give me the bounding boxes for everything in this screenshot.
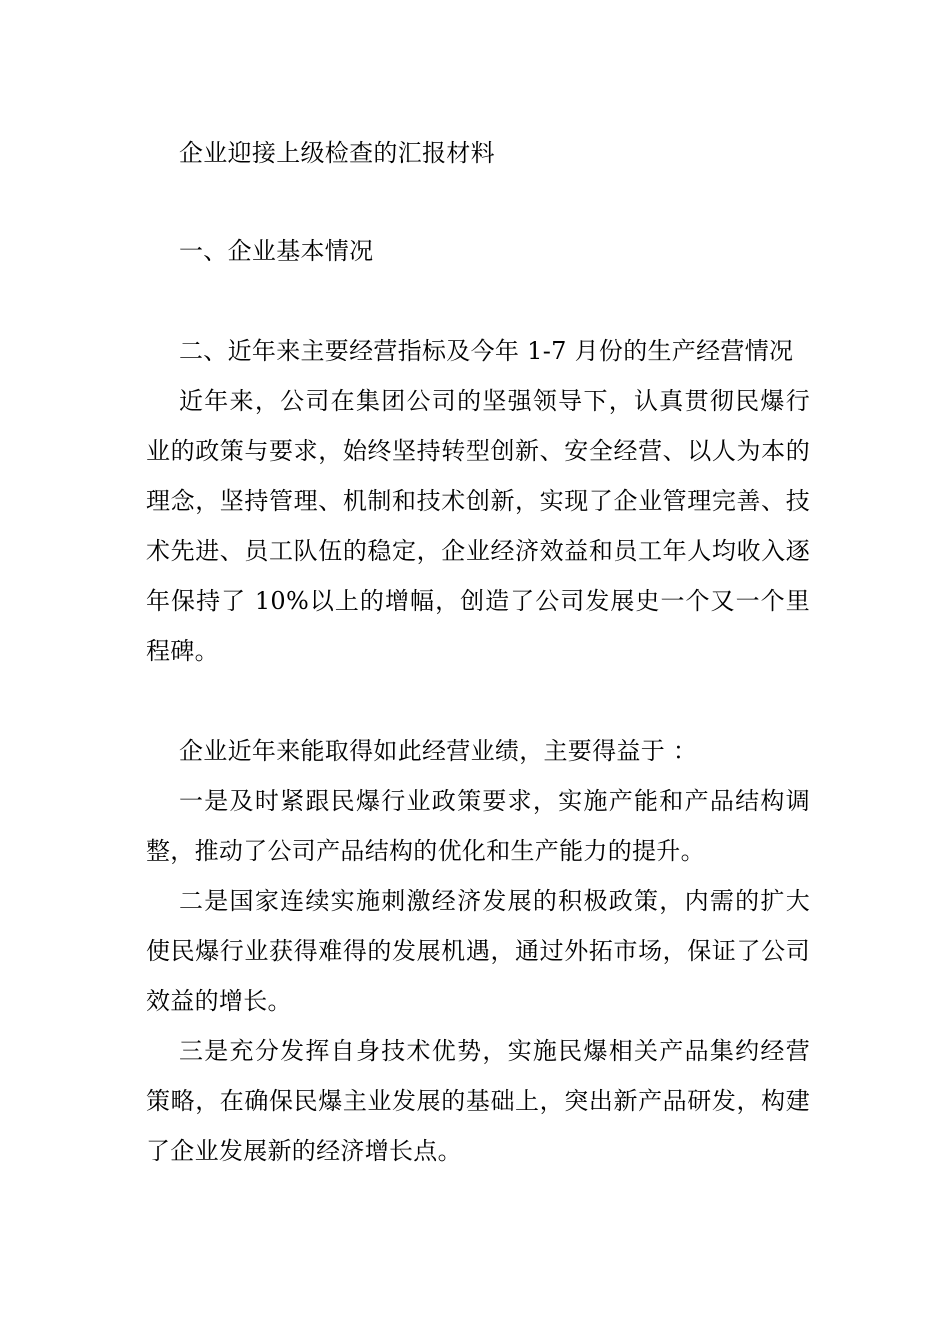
section-heading-2: 二、近年来主要经营指标及今年 1-7 月份的生产经营情况 [179,337,794,365]
paragraph-reason-1: 一是及时紧跟民爆行业政策要求，实施产能和产品结构调整，推动了公司产品结构的优化和生产能力的提升。 [146,787,810,865]
paragraph-reason-2: 二是国家连续实施刺激经济发展的积极政策，内需的扩大使民爆行业获得难得的发展机遇，通过外拓市场，保证了公司效益的增长。 [146,887,810,1015]
paragraph-reason-3: 三是充分发挥自身技术优势，实施民爆相关产品集约经营策略，在确保民爆主业发展的基础上，突出新产品研发，构建了企业发展新的经济增长点。 [146,1037,810,1165]
document-title: 企业迎接上级检查的汇报材料 [179,139,495,167]
paragraph-overview: 近年来，公司在集团公司的坚强领导下，认真贯彻民爆行业的政策与要求，始终坚持转型创新、安全经营、以人为本的理念，坚持管理、机制和技术创新，实现了企业管理完善、技术先进、员工队伍的稳定，企业经济效益和员工年人均收入逐年保持了 10%以上的增幅，创造了公司发展史一个又一个里程碑。 [146,387,810,665]
document-body [146,128,810,1176]
paragraph-reasons-intro: 企业近年来能取得如此经营业绩，主要得益于 ： [179,737,698,765]
section-heading-1: 一、企业基本情况 [179,237,374,265]
